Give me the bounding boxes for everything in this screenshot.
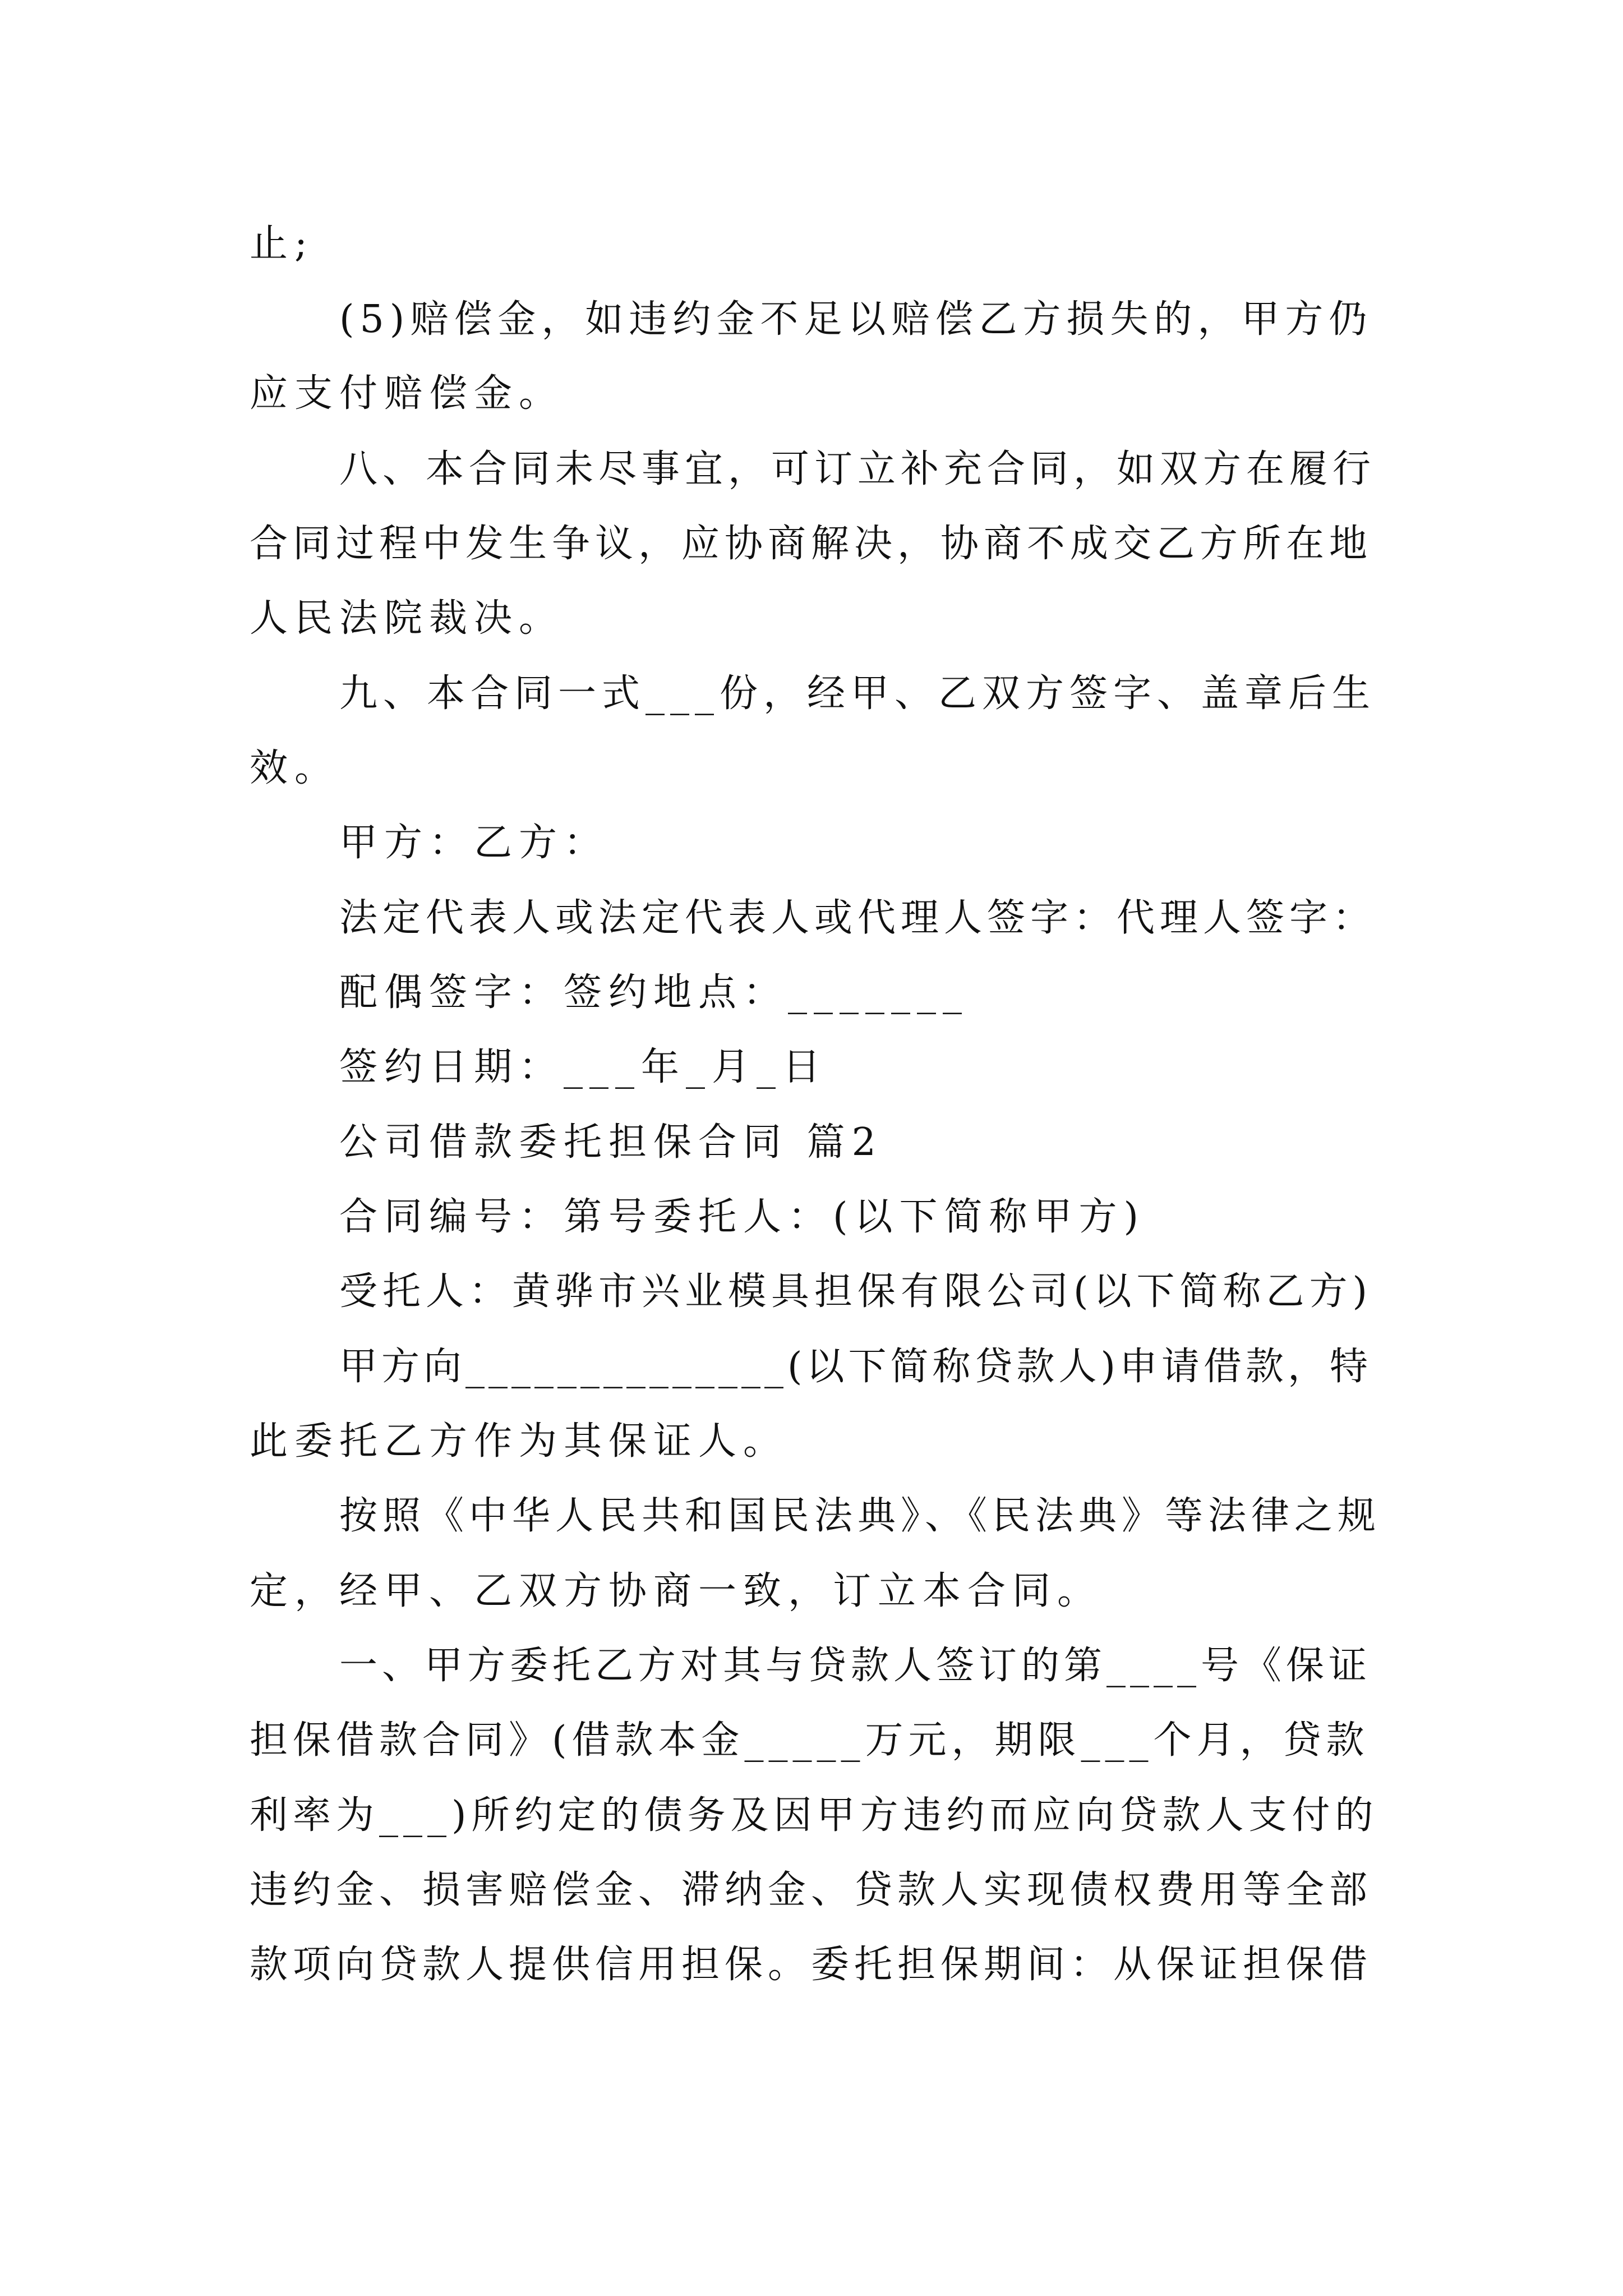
paragraph-line: 效。 [250, 746, 340, 790]
paragraph-line: 甲方：乙方： [339, 821, 609, 865]
paragraph-line: 甲方向______________(以下简称贷款人)申请借款，特 [339, 1345, 1372, 1389]
paragraph-line: 利率为___)所约定的债务及因甲方违约而应向贷款人支付的 [250, 1793, 1378, 1838]
paragraph-line: 人民法院裁决。 [250, 596, 564, 641]
section-heading: 公司借款委托担保合同 篇2 [339, 1120, 883, 1165]
paragraph-line: 违约金、损害赔偿金、滞纳金、贷款人实现债权费用等全部 [250, 1868, 1373, 1912]
paragraph-line: 合同编号：第号委托人：(以下简称甲方) [339, 1195, 1146, 1239]
paragraph-line: 八、本合同未尽事宜，可订立补充合同，如双方在履行 [339, 447, 1376, 491]
paragraph-line: 一、甲方委托乙方对其与贷款人签订的第____号《保证 [339, 1644, 1372, 1688]
paragraph-line: 定，经甲、乙双方协商一致，订立本合同。 [250, 1569, 1103, 1613]
paragraph-line: 合同过程中发生争议，应协商解决，协商不成交乙方所在地 [250, 522, 1373, 566]
paragraph-line: 此委托乙方作为其保证人。 [250, 1419, 789, 1464]
paragraph-line: 法定代表人或法定代表人或代理人签字：代理人签字： [339, 896, 1376, 940]
paragraph-line: 受托人：黄骅市兴业模具担保有限公司(以下简称乙方) [339, 1269, 1373, 1314]
paragraph-line: (5)赔偿金，如违约金不足以赔偿乙方损失的，甲方仍 [339, 297, 1373, 342]
paragraph-line: 止; [250, 222, 314, 266]
paragraph-line: 按照《中华人民共和国民法典》、《民法典》等法律之规 [339, 1494, 1381, 1538]
paragraph-line: 配偶签字：签约地点：_______ [339, 970, 969, 1015]
paragraph-line: 担保借款合同》(借款本金_____万元，期限___个月，贷款 [250, 1718, 1370, 1763]
paragraph-line: 九、本合同一式___份，经甲、乙双方签字、盖章后生 [339, 671, 1376, 716]
paragraph-line: 签约日期：___年_月_日 [339, 1045, 828, 1089]
paragraph-line: 款项向贷款人提供信用担保。委托担保期间：从保证担保借 [250, 1943, 1373, 1987]
paragraph-line: 应支付赔偿金。 [250, 371, 564, 416]
